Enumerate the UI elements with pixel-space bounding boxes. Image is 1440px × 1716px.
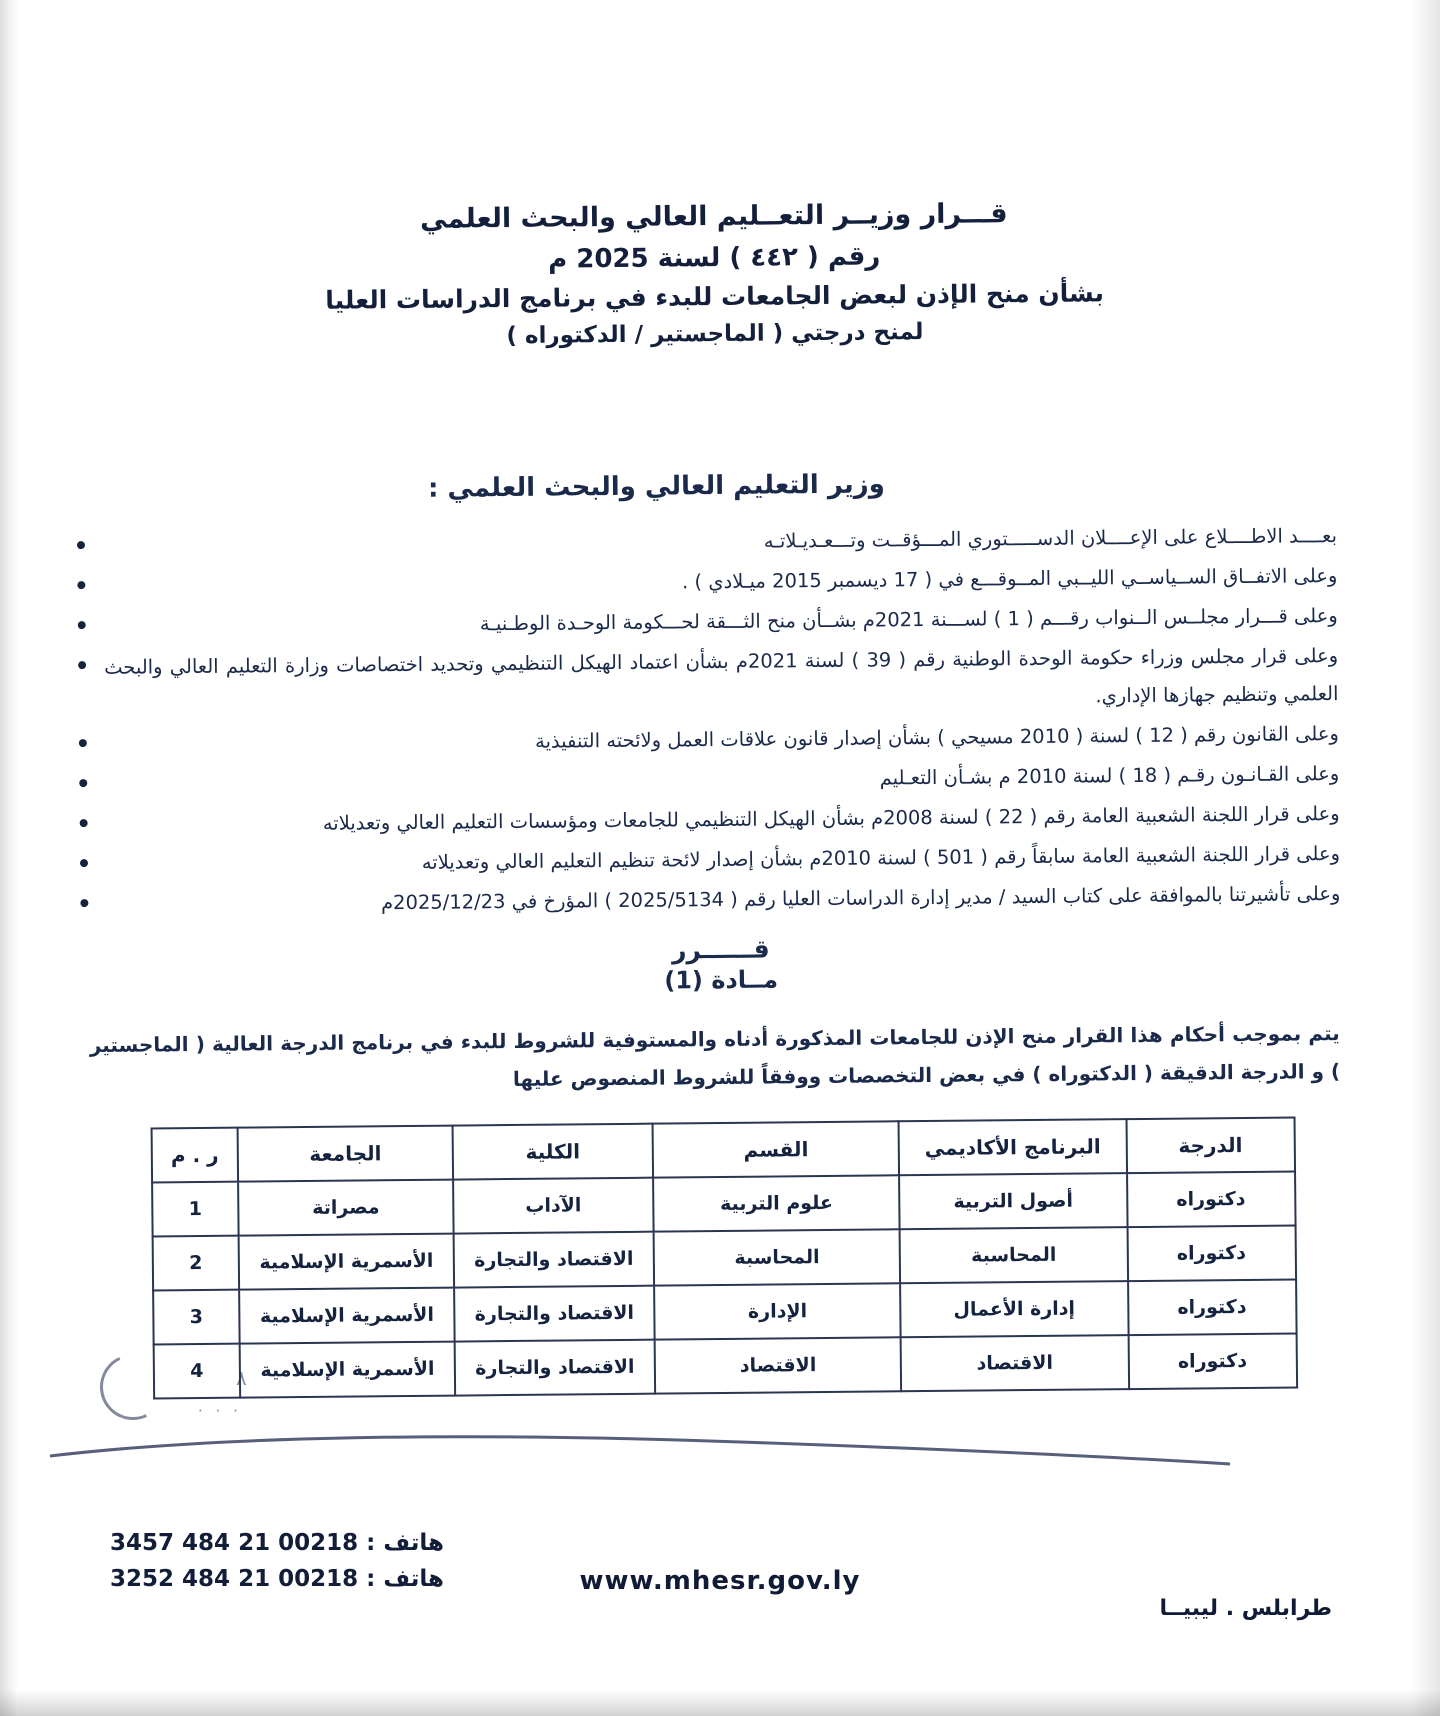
table-header-department: القسم: [653, 1121, 899, 1177]
minister-title: وزير التعليم العالي والبحث العلمي :: [427, 468, 886, 504]
cell-faculty: الاقتصاد والتجارة: [454, 1285, 655, 1341]
article-body: يتم بموجب أحكام هذا القرار منح الإذن للجامعات المذكورة أدناه والمستوفية للشروط للبدء في برنامج الدرجة العالية ( الماجستير ) و الدرجة الدقيقة ( الدكتوراه ) في بعض التخصصات ووفقاً للشروط المنصوص عليها: [89, 1020, 1341, 1091]
prelude-item-text: وعلى القانون رقم ( 12 ) لسنة ( 2010 مسيحي ) بشأن إصدار قانون علاقات العمل ولائحته التنفيذية: [534, 721, 1339, 753]
cell-program: أصول التربية: [899, 1173, 1127, 1229]
header-line-3: بشأن منح الإذن لبعض الجامعات للبدء في برنامج الدراسات العليا: [325, 278, 1105, 315]
universities-table: [150, 1116, 1298, 1399]
bullet-icon: [77, 541, 85, 549]
cell-faculty: الاقتصاد والتجارة: [454, 1339, 655, 1395]
bullet-icon: [79, 739, 87, 747]
prelude-item-text: وعلى تأشيرتنا بالموافقة على كتاب السيد / مدير إدارة الدراسات العليا رقم ( 2025/5134 ) المؤرخ في 2025/12/23م: [380, 881, 1341, 914]
city-label: طرابلس . ليبيــا: [1159, 1596, 1332, 1621]
phone-label-1: هاتف :: [366, 1530, 444, 1556]
cell-university: مصراتة: [239, 1179, 454, 1235]
document-header: [34, 190, 1395, 360]
bullet-icon: [79, 779, 87, 787]
prelude-list: [37, 516, 1401, 925]
table-header-university: الجامعة: [238, 1125, 453, 1181]
header-line-1: قـــرار وزيــر التعــليم العالي والبحث العلمي: [419, 198, 1008, 235]
signature-stroke: [40, 1430, 1240, 1470]
phone-row-2: [110, 1562, 444, 1598]
cell-number: 3: [153, 1289, 240, 1344]
prelude-item-text: بعــــد الاطــــلاع على الإعــــلان الدســـــتوري المـــؤقــت وتـــعـديـلاتـه: [763, 523, 1338, 553]
cell-university: الأسمرية الإسلامية: [240, 1341, 455, 1397]
cell-degree: دكتوراه: [1128, 1333, 1296, 1389]
header-line-4: لمنح درجتي ( الماجستير / الدكتوراه ): [506, 318, 924, 349]
cell-faculty: الاقتصاد والتجارة: [453, 1231, 654, 1287]
cell-department: علوم التربية: [653, 1175, 899, 1231]
cell-number: 1: [152, 1181, 239, 1236]
document-footer: [0, 1518, 1440, 1638]
table-header-number: ر . م: [151, 1127, 238, 1182]
cell-faculty: الآداب: [453, 1177, 654, 1233]
bullet-icon: [78, 661, 86, 669]
cell-program: الاقتصاد: [901, 1335, 1129, 1391]
prelude-item: [78, 637, 1339, 725]
decides-label: قــــــرر: [671, 934, 770, 965]
article-label: مــادة (1): [664, 965, 779, 995]
footer-phones: [110, 1526, 444, 1597]
table-row: [153, 1333, 1296, 1398]
cell-department: الاقتصاد: [655, 1337, 901, 1393]
phone-number-2: 00218 21 484 3252: [110, 1565, 359, 1592]
cell-university: الأسمرية الإسلامية: [239, 1233, 454, 1289]
phone-label-2: هاتف :: [366, 1565, 444, 1592]
cell-number: 4: [153, 1343, 240, 1398]
cell-degree: دكتوراه: [1127, 1225, 1295, 1281]
stamp-arc-icon: [91, 1345, 176, 1430]
cell-university: الأسمرية الإسلامية: [240, 1287, 455, 1343]
prelude-item-text: وعلى قـــرار مجلــس الــنواب رقـــم ( 1 ) لســـنة 2021م بشــأن منح الثـــقة لحـــكومة الوحـدة الوطـنيـة: [479, 603, 1338, 635]
prelude-item-text: وعلى قرار اللجنة الشعبية العامة رقم ( 22 ) لسنة 2008م بشأن الهيكل التنظيمي للجامعات ومؤسسات التعليم العالي وتعديلاته: [322, 801, 1340, 835]
cell-degree: دكتوراه: [1127, 1171, 1295, 1227]
prelude-item-text: وعلى القـانـون رقـم ( 18 ) لسنة 2010 م بشـأن التعـليم: [879, 761, 1340, 790]
cell-program: إدارة الأعمال: [900, 1281, 1128, 1337]
phone-row-1: [110, 1526, 444, 1562]
cell-department: الإدارة: [654, 1283, 900, 1339]
stamp-dots-icon: · · ·: [198, 1402, 242, 1420]
prelude-item-text: وعلى الاتفــاق الســياســي الليــبي المــوقـــع في ( 17 ديسمبر 2015 ميـلادي ) .: [681, 563, 1338, 593]
cell-number: 2: [152, 1235, 239, 1290]
table-header-faculty: الكلية: [452, 1123, 653, 1179]
bullet-icon: [80, 899, 88, 907]
table-header-degree: الدرجة: [1126, 1117, 1294, 1173]
stamp-mark-icon: ٨: [236, 1366, 247, 1390]
header-line-2: رقم ( ٤٤٢ ) لسنة 2025 م: [548, 241, 881, 275]
cell-degree: دكتوراه: [1128, 1279, 1296, 1335]
bullet-icon: [80, 859, 88, 867]
table-header-program: البرنامج الأكاديمي: [899, 1119, 1127, 1175]
cell-department: المحاسبة: [654, 1229, 900, 1285]
bullet-icon: [78, 621, 86, 629]
bullet-icon: [80, 819, 88, 827]
cell-program: المحاسبة: [900, 1227, 1128, 1283]
phone-number-1: 00218 21 484 3457: [110, 1530, 359, 1556]
website-url[interactable]: www.mhesr.gov.ly: [579, 1566, 861, 1596]
prelude-item-text: وعلى قرار اللجنة الشعبية العامة سابقاً رقم ( 501 ) لسنة 2010م بشأن إصدار لائحة تنظيم التعليم العالي وتعديلاته: [421, 841, 1341, 874]
prelude-item-text: وعلى قرار مجلس وزراء حكومة الوحدة الوطنية رقم ( 39 ) لسنة 2021م بشأن اعتماد الهيكل التنظيمي وتحديد اختصاصات وزارة التعليم العالي والبحث العلمي وتنظيم جهازها الإداري.: [104, 643, 1339, 707]
bullet-icon: [77, 581, 85, 589]
official-stamp: [86, 1346, 266, 1442]
